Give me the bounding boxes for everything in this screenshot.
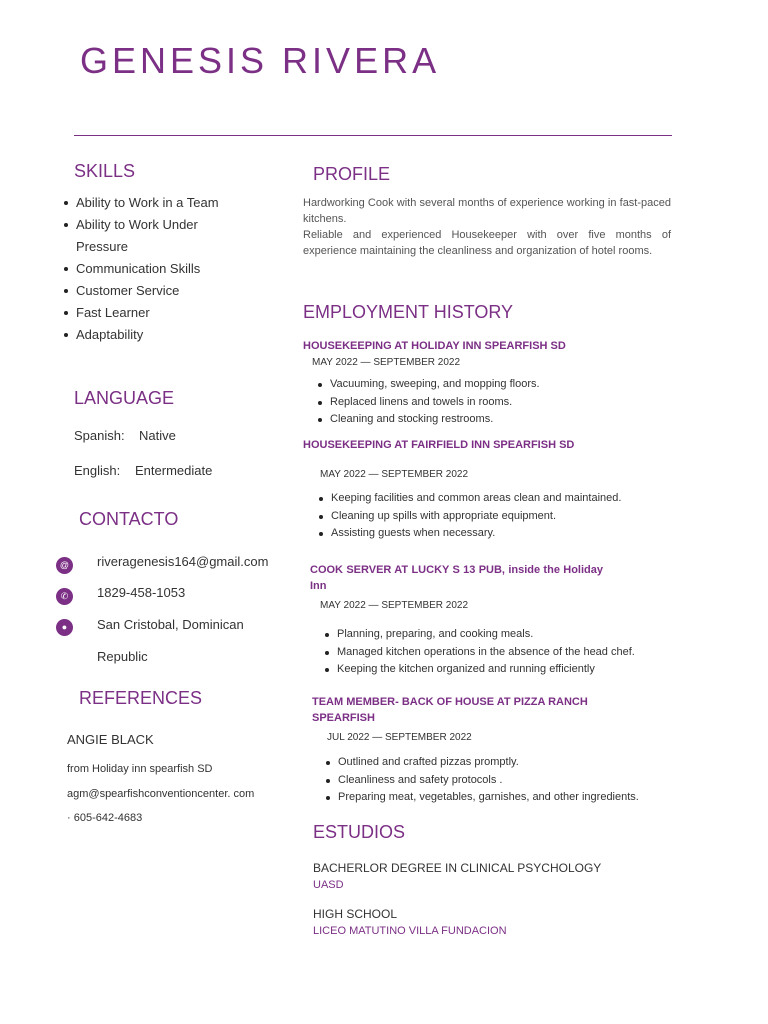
resume-name: GENESIS RIVERA (80, 40, 441, 81)
language-row-english (74, 463, 212, 478)
skill-item: Ability to Work in a Team (62, 192, 272, 214)
language-row-spanish (74, 428, 176, 443)
duty-item: Managed kitchen operations in the absence of the head chef. (323, 644, 668, 662)
skill-item: Communication Skills (62, 258, 272, 280)
profile-line: Reliable and experienced Housekeeper with over five months of experience maintaining the cleanliness and organization of hotel rooms. (303, 229, 671, 257)
employment-heading: EMPLOYMENT HISTORY (303, 302, 514, 322)
job-duties (316, 376, 666, 429)
profile-line: Hardworking Cook with several months of experience working in fast-paced kitchens. (303, 197, 671, 225)
skill-item: Fast Learner (62, 302, 272, 324)
job-title: TEAM MEMBER- BACK OF HOUSE AT PIZZA RANCH SPEARFISH (312, 696, 588, 724)
references-heading: REFERENCES (79, 688, 203, 708)
reference-email: agm@spearfishconventioncenter. com (67, 788, 255, 800)
address-line-2: Republic (97, 649, 148, 664)
duty-item: Cleaning and stocking restrooms. (316, 411, 666, 429)
phone-text[interactable]: 1829-458-1053 (97, 585, 186, 600)
duty-item: Replaced linens and towels in rooms. (316, 394, 666, 412)
profile-text (303, 195, 671, 259)
reference-phone: · 605-642-4683 (67, 812, 143, 824)
duty-item: Keeping the kitchen organized and running efficiently (323, 661, 668, 679)
education-school: UASD (313, 879, 344, 891)
duty-item: Planning, preparing, and cooking meals. (323, 626, 668, 644)
reference-line: from Holiday inn spearfish SD (67, 763, 213, 775)
skills-heading: SKILLS (74, 161, 136, 181)
skill-item-continuation: Pressure (76, 239, 129, 254)
skill-item: Customer Service (62, 280, 272, 302)
job-date: MAY 2022 — SEPTEMBER 2022 (320, 600, 469, 611)
duty-item: Cleaning up spills with appropriate equipment. (317, 508, 667, 526)
language-heading: LANGUAGE (74, 388, 175, 408)
email-text[interactable]: riveragenesis164@gmail.com (97, 554, 269, 569)
language-label: English: (74, 463, 121, 478)
profile-heading: PROFILE (313, 164, 391, 184)
reference-name: ANGIE BLACK (67, 732, 154, 747)
duty-item: Keeping facilities and common areas clean and maintained. (317, 490, 667, 508)
job-title: HOUSEKEEPING AT FAIRFIELD INN SPEARFISH SD (303, 439, 575, 451)
language-label: Spanish: (74, 428, 125, 443)
education-degree: HIGH SCHOOL (313, 907, 398, 921)
estudios-heading: ESTUDIOS (313, 822, 406, 842)
location-pin-icon: ● (56, 619, 73, 636)
skills-list (62, 192, 272, 346)
duty-item: Cleanliness and safety protocols . (324, 772, 669, 790)
language-level: Native (139, 428, 176, 443)
job-title: COOK SERVER AT LUCKY S 13 PUB, inside the Holiday Inn (310, 564, 603, 592)
address-line-1: San Cristobal, Dominican (97, 617, 244, 632)
language-level: Entermediate (135, 463, 213, 478)
contacto-heading: CONTACTO (79, 509, 179, 529)
job-duties (323, 626, 668, 679)
skill-item: Ability to Work Under (62, 214, 272, 236)
job-duties (324, 754, 669, 807)
job-date: MAY 2022 — SEPTEMBER 2022 (312, 357, 461, 368)
duty-item: Preparing meat, vegetables, garnishes, and other ingredients. (324, 789, 669, 807)
job-date: MAY 2022 — SEPTEMBER 2022 (320, 469, 469, 480)
phone-icon: ✆ (56, 588, 73, 605)
duty-item: Assisting guests when necessary. (317, 525, 667, 543)
header-divider (74, 135, 672, 136)
job-duties (317, 490, 667, 543)
education-school: LICEO MATUTINO VILLA FUNDACION (313, 925, 507, 937)
job-title: HOUSEKEEPING AT HOLIDAY INN SPEARFISH SD (303, 340, 566, 352)
duty-item: Vacuuming, sweeping, and mopping floors. (316, 376, 666, 394)
duty-item: Outlined and crafted pizzas promptly. (324, 754, 669, 772)
at-icon: @ (56, 557, 73, 574)
education-degree: BACHERLOR DEGREE IN CLINICAL PSYCHOLOGY (313, 861, 602, 875)
job-date: JUL 2022 — SEPTEMBER 2022 (327, 732, 472, 743)
skill-item: Adaptability (62, 324, 272, 346)
